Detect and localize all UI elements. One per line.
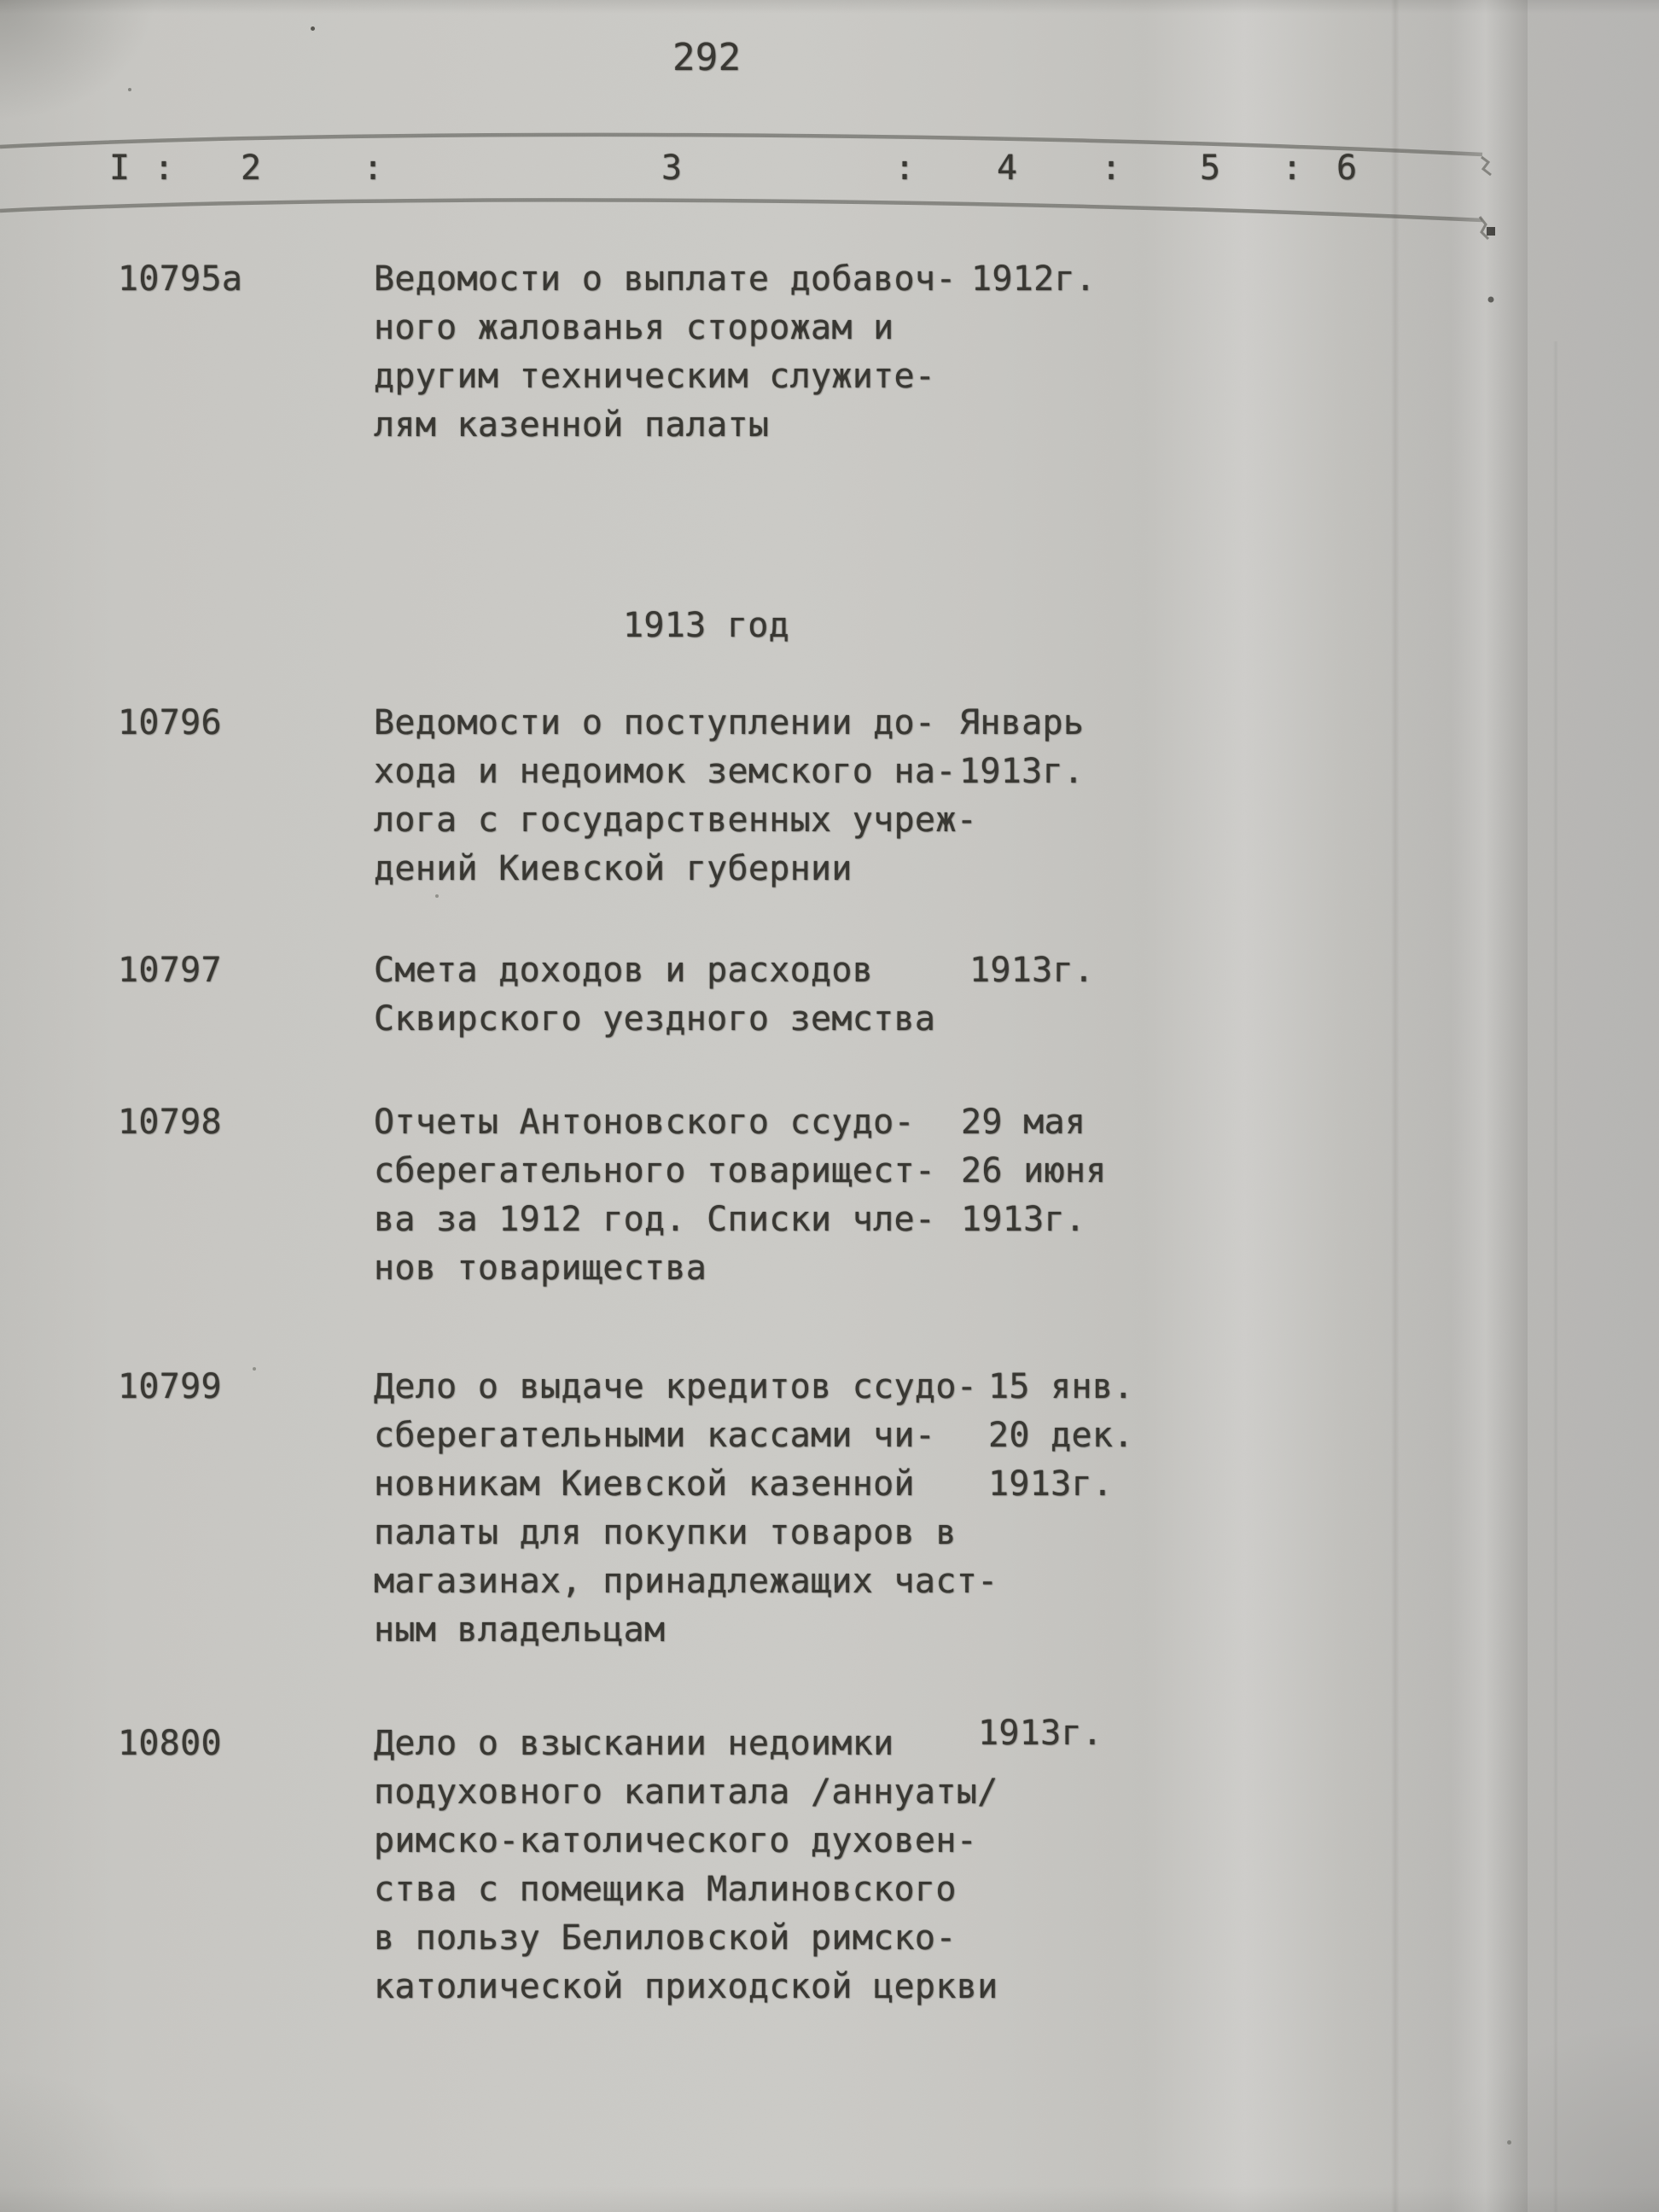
description-line: новникам Киевской казенной — [374, 1464, 915, 1504]
description-line: Дело о взыскании недоимки — [374, 1724, 894, 1763]
column-header-row — [0, 144, 1659, 193]
description-line: ного жалованья сторожам и — [374, 308, 894, 347]
description-line: дений Киевской губернии — [374, 849, 853, 888]
page-number: 292 — [672, 36, 742, 79]
entry-dates — [961, 1098, 1107, 1244]
date-line: 1913г. — [969, 951, 1095, 990]
description-line: католической приходской церкви — [374, 1967, 998, 2006]
description-line: нов товарищества — [374, 1249, 707, 1288]
column-header-5: 5 — [1200, 148, 1221, 188]
description-line: ства с помещика Малиновского — [374, 1870, 957, 1909]
column-header-2: 2 — [241, 148, 262, 188]
column-header-4: 4 — [997, 148, 1018, 188]
entry-number: 10796 — [118, 703, 222, 742]
entry-description — [374, 699, 977, 894]
date-line: Январь — [959, 703, 1085, 742]
column-header-1: I — [109, 148, 131, 188]
entry-description — [374, 946, 935, 1044]
date-line: 26 июня — [961, 1151, 1107, 1190]
description-line: магазинах, принадлежащих част- — [374, 1562, 998, 1601]
entry-description — [374, 1363, 998, 1655]
description-line: палаты для покупки товаров в — [374, 1513, 957, 1552]
entry-dates — [988, 1363, 1134, 1509]
entry-description — [374, 1098, 935, 1293]
entry-number: 10800 — [118, 1724, 222, 1763]
description-line: сберегательного товарищест- — [374, 1151, 936, 1190]
entry-number: 10799 — [118, 1367, 222, 1406]
entry-dates — [978, 1709, 1103, 1758]
description-line: Отчеты Антоновского ссудо- — [374, 1103, 915, 1142]
description-line: лога с государственных учреж- — [374, 800, 978, 840]
column-separator: : — [894, 148, 916, 188]
description-line: ва за 1912 год. Списки чле- — [374, 1200, 936, 1239]
date-line: 1913г. — [959, 752, 1085, 791]
entry-description — [374, 255, 957, 450]
paper-speck — [1507, 2140, 1511, 2145]
description-line: в пользу Белиловской римско- — [374, 1918, 957, 1958]
entry-dates — [971, 255, 1096, 304]
description-line: римско-католического духовен- — [374, 1821, 978, 1860]
date-line: 15 янв. — [988, 1367, 1134, 1406]
entry-description — [374, 1720, 998, 2011]
paper-speck — [311, 26, 315, 31]
date-line: 29 мая — [961, 1103, 1086, 1142]
entry-dates — [959, 699, 1084, 796]
column-separator: : — [1101, 148, 1122, 188]
paper-speck — [435, 894, 439, 898]
entry-number: 10797 — [118, 951, 222, 990]
date-line: 1913г. — [988, 1464, 1114, 1504]
date-line: 1913г. — [961, 1200, 1086, 1239]
description-line: хода и недоимок земского на- — [374, 752, 957, 791]
table-header-line-bottom — [0, 200, 1482, 220]
description-line: Дело о выдаче кредитов ссудо- — [374, 1367, 978, 1406]
paper-crease — [1553, 341, 1558, 2212]
ink-dot — [1488, 297, 1494, 303]
paper-speck — [253, 1367, 256, 1371]
description-line: сберегательными кассами чи- — [374, 1416, 936, 1455]
entry-dates — [969, 946, 1094, 995]
description-line: Сквирского уездного земства — [374, 999, 936, 1039]
section-heading: 1913 год — [623, 606, 790, 645]
description-line: ным владельцам — [374, 1610, 666, 1650]
date-line: 1913г. — [978, 1714, 1103, 1753]
description-line: лям казенной палаты — [374, 405, 770, 445]
description-line: Ведомости о выплате добавоч- — [374, 259, 957, 299]
description-line: Ведомости о поступлении до- — [374, 703, 936, 742]
entry-number: 10795а — [118, 259, 243, 299]
date-line: 1912г. — [971, 259, 1097, 299]
column-separator: : — [363, 148, 384, 188]
column-header-6: 6 — [1336, 148, 1358, 188]
column-header-3: 3 — [661, 148, 683, 188]
date-line: 20 дек. — [988, 1416, 1134, 1455]
entry-number: 10798 — [118, 1103, 222, 1142]
column-separator: : — [154, 148, 175, 188]
ink-dot — [1487, 227, 1495, 236]
description-line: другим техническим служите- — [374, 357, 936, 396]
description-line: подуховного капитала /аннуаты/ — [374, 1773, 998, 1812]
column-separator: : — [1282, 148, 1303, 188]
description-line: Смета доходов и расходов — [374, 951, 874, 990]
paper-speck — [128, 88, 131, 91]
